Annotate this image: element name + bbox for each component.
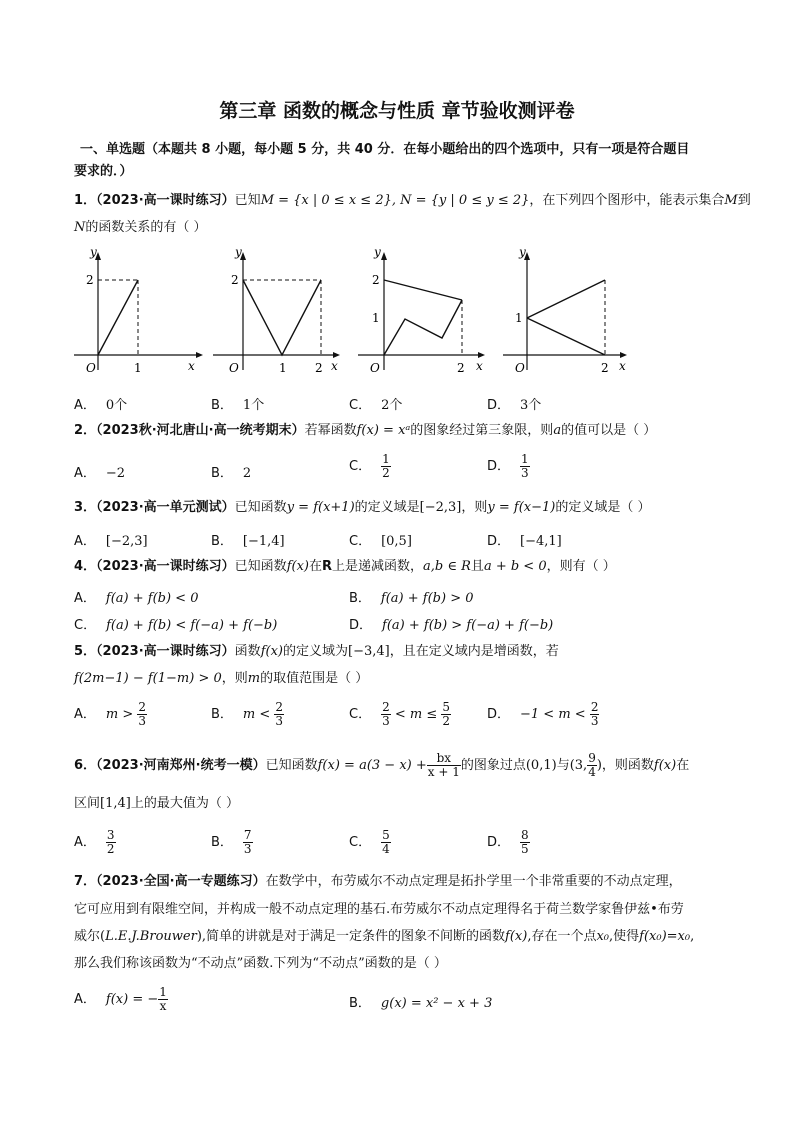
graph-4-lower-line [527, 318, 605, 355]
question-source: （2023·河南郑州·统考一模） [96, 758, 266, 773]
question-1-line1: 1．（2023·高一课时练习）已知M = {x | 0 ≤ x ≤ 2}, N = {y | 0 ≤ y ≤ 2}，在下列四个图形中，能表示集合M到 [74, 193, 751, 208]
graph-3-upper-line [384, 280, 462, 300]
question-5-line2: f(2m−1) − f(1−m) > 0，则m的取值范围是（ ） [74, 671, 369, 686]
graph-1-curve [98, 280, 138, 355]
section-heading-line2: 要求的．） [74, 164, 133, 179]
question-source: （2023·高一单元测试） [96, 500, 235, 515]
q1-option-a[interactable]: A． 0个 [74, 398, 128, 413]
q7-option-a[interactable]: A． f(x) = − $\frac{1}{x}$ [74, 985, 167, 1013]
question-7-line4: 那么我们称该函数为“不动点”函数.下列为“不动点”函数的是（ ） [74, 956, 447, 971]
origin-label: O [515, 361, 525, 375]
tick-label: 2 [601, 361, 609, 375]
tick-label: 2 [372, 273, 380, 287]
q3-option-b[interactable]: B． [−1,4] [211, 534, 285, 549]
tick-label: 1 [134, 361, 142, 375]
graph-2 [205, 240, 345, 380]
tick-label: 1 [372, 311, 380, 325]
question-4: 4．（2023·高一课时练习）已知函数f(x)在R上是递减函数，a,b ∈ R且a + b < 0，则有（ ） [74, 559, 616, 574]
q4-option-c[interactable]: C． f(a) + f(b) < f(−a) + f(−b) [74, 618, 278, 633]
y-axis-label: y [90, 245, 97, 259]
tick-label: 2 [86, 273, 94, 287]
q2-option-d[interactable]: D． $\frac{1}{3}$ [487, 452, 529, 480]
graph-1 [66, 240, 206, 380]
q4-option-b[interactable]: B． f(a) + f(b) > 0 [349, 591, 474, 606]
q2-option-c[interactable]: C． $\frac{1}{2}$ [349, 452, 390, 480]
question-2: 2．（2023秋·河北唐山·高一统考期末）若幂函数f(x) = xᵃ的图象经过第三象限，则a的值可以是（ ） [74, 423, 657, 438]
graph-3-lower-curve [384, 300, 462, 355]
q4-option-d[interactable]: D． f(a) + f(b) > f(−a) + f(−b) [349, 618, 554, 633]
page-title: 第三章 函数的概念与性质 章节验收测评卷 [219, 100, 575, 122]
y-axis-label: y [235, 245, 242, 259]
q5-option-d[interactable]: D． −1 < m < $\frac{2}{3}$ [487, 700, 599, 728]
question-number: 5． [74, 644, 97, 659]
q5-option-a[interactable]: A． m > $\frac{2}{3}$ [74, 700, 147, 728]
section-heading-line1: 一、单选题（本题共 8 小题，每小题 5 分，共 40 分．在每小题给出的四个选项中，只有一项是符合题目 [80, 142, 690, 157]
q1-option-b[interactable]: B． 1个 [211, 398, 265, 413]
question-source: （2023·高一课时练习） [96, 193, 235, 208]
x-axis-label: x [619, 359, 626, 373]
q3-option-d[interactable]: D． [−4,1] [487, 534, 562, 549]
tick-label: 2 [457, 361, 465, 375]
question-7-line1: 7．（2023·全国·高一专题练习）在数学中，布劳威尔不动点定理是拓扑学里一个非常重要的不动点定理， [74, 874, 682, 889]
x-axis-label: x [476, 359, 483, 373]
question-source: （2023·高一课时练习） [96, 559, 235, 574]
question-number: 2． [74, 423, 97, 438]
origin-label: O [229, 361, 239, 375]
question-1-line2: N的函数关系的有（ ） [74, 220, 207, 235]
q2-option-a[interactable]: A． −2 [74, 466, 126, 481]
question-number: 6． [74, 758, 97, 773]
question-number: 4． [74, 559, 97, 574]
origin-label: O [86, 361, 96, 375]
question-3: 3．（2023·高一单元测试）已知函数y = f(x+1)的定义域是[−2,3]，则y = f(x−1)的定义域是（ ） [74, 500, 651, 515]
question-5-line1: 5．（2023·高一课时练习）函数f(x)的定义域为[−3,4]，且在定义域内是增函数，若 [74, 644, 559, 659]
question-6-line1: 6．（2023·河南郑州·统考一模）已知函数f(x) = a(3 − x) + $\frac{bx}{x + 1}$ 的图象过点(0,1)与(3, $\frac{9}{4}$ )，则函数f(x)在 [74, 751, 690, 779]
q6-option-c[interactable]: C． $\frac{5}{4}$ [349, 828, 390, 856]
question-source: （2023·高一课时练习） [96, 644, 235, 659]
q5-option-b[interactable]: B． m < $\frac{2}{3}$ [211, 700, 284, 728]
x-axis-label: x [188, 359, 195, 373]
set-definition: M = {x | 0 ≤ x ≤ 2}, N = {y | 0 ≤ y ≤ 2} [260, 193, 530, 208]
graph-4 [495, 240, 635, 380]
question-number: 7． [74, 874, 97, 889]
question-number: 3． [74, 500, 97, 515]
graph-2-curve [243, 280, 321, 355]
x-axis-label: x [331, 359, 338, 373]
question-7-line2: 它可应用到有限维空间，并构成一般不动点定理的基石.布劳威尔不动点定理得名于荷兰数学家鲁伊兹•布劳 [74, 902, 684, 917]
question-number: 1． [74, 193, 97, 208]
question-7-line3: 威尔(L.E.J.Brouwer),简单的讲就是对于满足一定条件的图象不间断的函数f(x),存在一个点x₀,使得f(x₀)=x₀, [74, 929, 695, 944]
graph-4-upper-line [527, 280, 605, 318]
q3-option-a[interactable]: A． [−2,3] [74, 534, 148, 549]
q2-option-b[interactable]: B． 2 [211, 466, 252, 481]
q7-option-b[interactable]: B． g(x) = x² − x + 3 [349, 996, 493, 1011]
tick-label: 1 [515, 311, 523, 325]
q6-option-b[interactable]: B． $\frac{7}{3}$ [211, 828, 252, 856]
tick-label: 1 [279, 361, 287, 375]
y-axis-label: y [374, 245, 381, 259]
question-6-line2: 区间[1,4]上的最大值为（ ） [74, 796, 239, 811]
q4-option-a[interactable]: A． f(a) + f(b) < 0 [74, 591, 199, 606]
q6-option-a[interactable]: A． $\frac{3}{2}$ [74, 828, 115, 856]
tick-label: 2 [231, 273, 239, 287]
q3-option-c[interactable]: C． [0,5] [349, 534, 412, 549]
origin-label: O [370, 361, 380, 375]
q1-option-c[interactable]: C． 2个 [349, 398, 403, 413]
q5-option-c[interactable]: C． $\frac{2}{3}$ < m ≤ $\frac{5}{2}$ [349, 700, 451, 728]
q1-option-d[interactable]: D． 3个 [487, 398, 542, 413]
q6-option-d[interactable]: D． $\frac{8}{5}$ [487, 828, 529, 856]
y-axis-label: y [519, 245, 526, 259]
question-source: （2023·全国·高一专题练习） [96, 874, 266, 889]
tick-label: 2 [315, 361, 323, 375]
graph-3 [350, 240, 495, 380]
question-source: （2023秋·河北唐山·高一统考期末） [96, 423, 305, 438]
